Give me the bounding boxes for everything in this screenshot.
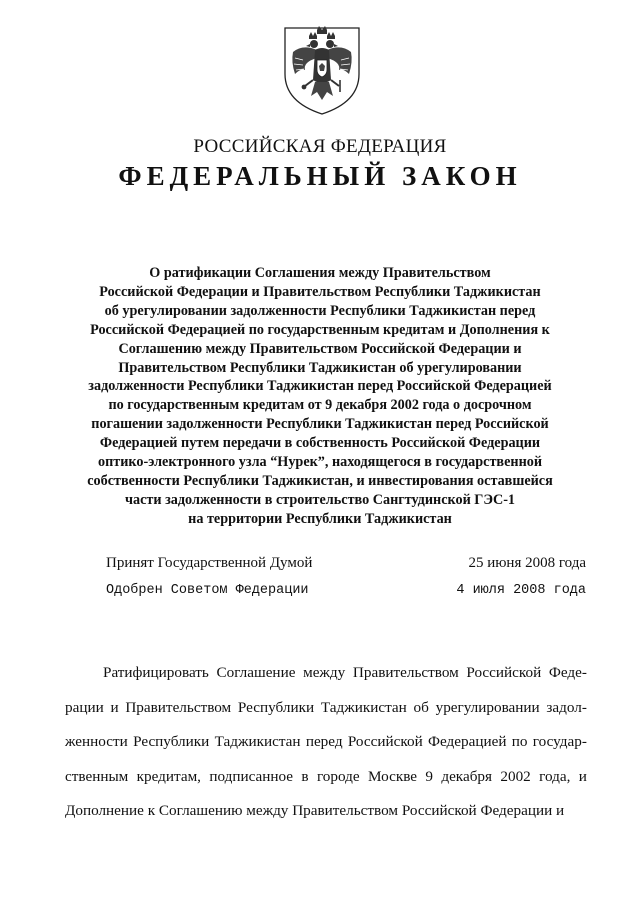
law-title-line: Соглашению между Правительством Российской Федерации и	[118, 340, 522, 357]
law-title-line: Правительством Республики Таджикистан об урегулировании	[118, 359, 522, 376]
law-title	[60, 264, 580, 529]
law-title-line: Российской Федерацией по государственным кредитам и Дополнения к	[90, 321, 550, 338]
body-line: Ратифицировать Соглашение между Правительством Российской Феде-	[103, 664, 587, 681]
law-title-line: оптико-электронного узла “Нурек”, находящегося в государственной	[97, 454, 543, 471]
law-title-line: части задолженности в строительство Сангтудинской ГЭС-1	[124, 491, 516, 508]
law-title-line: Федерацией путем передачи в собственность Российской Федерации	[99, 435, 541, 452]
law-title-line: Российской Федерации и Правительством Республики Таджикистан	[99, 283, 541, 300]
law-title-line: об урегулировании задолженности Республики Таджикистан перед	[104, 302, 536, 319]
country-heading: РОССИЙСКАЯ ФЕДЕРАЦИЯ	[193, 136, 447, 157]
duma-adoption-label: Принят Государственной Думой	[106, 555, 313, 571]
law-type-heading: ФЕДЕРАЛЬНЫЙ ЗАКОН	[118, 161, 522, 191]
law-title-line: собственности Республики Таджикистан, и инвестирования оставшейся	[87, 472, 553, 489]
law-body-text	[65, 656, 587, 829]
body-line: ственным кредитам, подписанное в городе Москве 9 декабря 2002 года, и	[65, 767, 587, 785]
duma-adoption-date: 25 июня 2008 года	[468, 555, 586, 571]
body-line: рации и Правительством Республики Таджикистан об урегулировании задол-	[65, 698, 587, 716]
council-approval-label: Одобрен Советом Федерации	[106, 583, 309, 598]
law-title-line: по государственным кредитам от 9 декабря 2002 года о досрочном	[108, 397, 532, 414]
body-line: Дополнение к Соглашению между Правительством Российской Федерации и	[65, 802, 565, 819]
law-title-line: погашении задолженности Республики Таджикистан перед Российской	[91, 416, 549, 433]
law-title-line: О ратификации Соглашения между Правительством	[149, 265, 491, 281]
russian-coat-of-arms-emblem	[281, 22, 363, 118]
council-approval-date: 4 июля 2008 года	[456, 583, 586, 598]
law-title-line: на территории Республики Таджикистан	[188, 510, 452, 527]
body-line: женности Республики Таджикистан перед Российской Федерацией по государ-	[65, 733, 587, 750]
law-title-line: задолженности Республики Таджикистан перед Российской Федерацией	[88, 378, 552, 395]
